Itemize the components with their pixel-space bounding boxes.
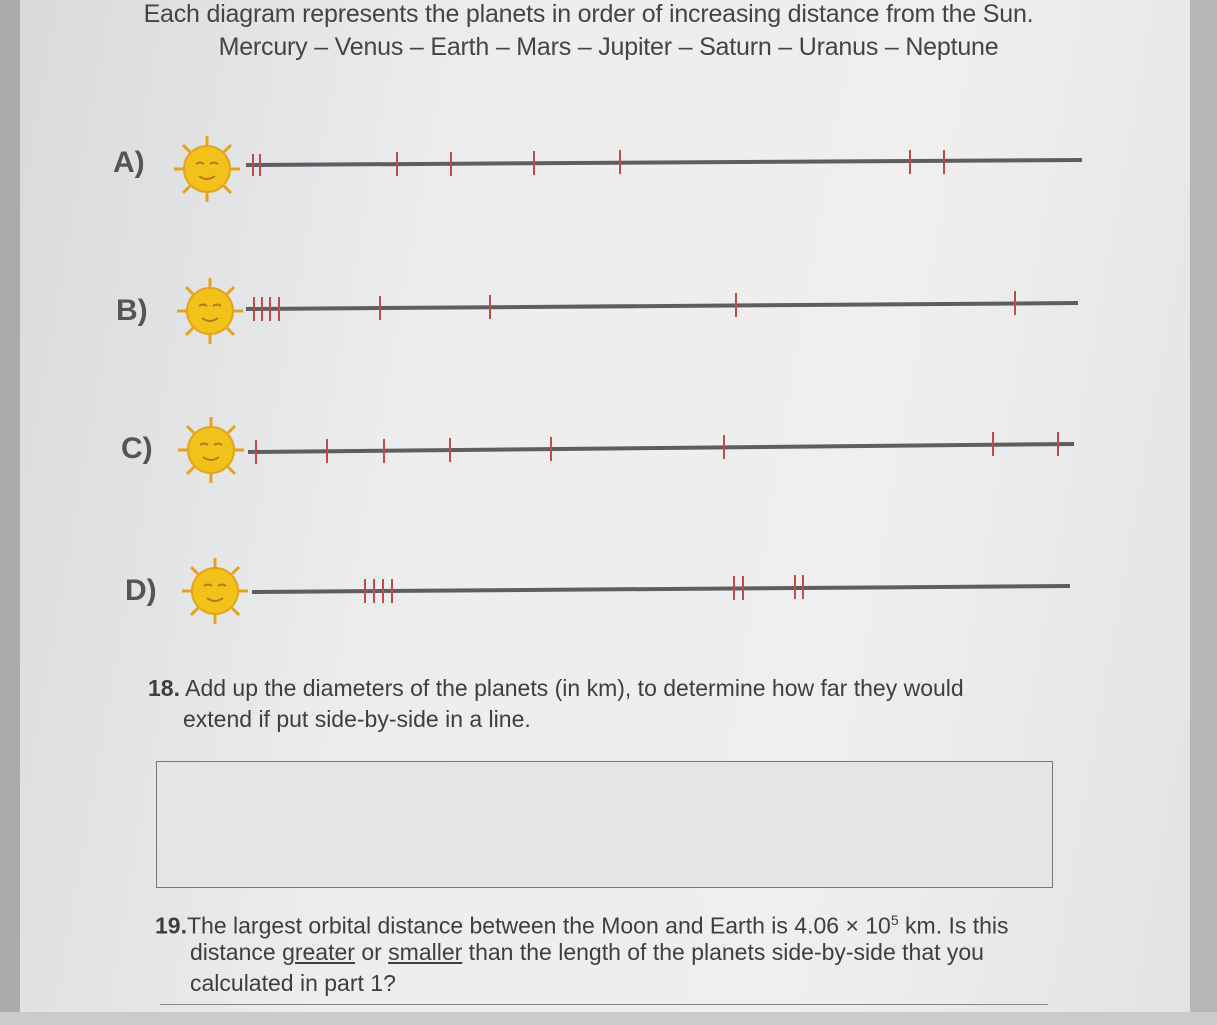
question-19-exponent: 5	[890, 912, 899, 928]
answer-box-19[interactable]	[160, 1004, 1048, 1025]
question-19-number: 19.	[155, 912, 187, 939]
question-19-text-b: km. Is this	[898, 912, 1009, 939]
question-19-line2-c: than the length of the planets side-by-side that you	[462, 939, 984, 965]
planet-order-line: Mercury – Venus – Earth – Mars – Jupiter – Saturn – Uranus – Neptune	[218, 33, 999, 61]
diagram-label-d: D)	[125, 574, 157, 607]
question-18-line1: Add up the diameters of the planets (in km), to determine how far they would	[185, 675, 964, 701]
axis-line-a	[246, 160, 1082, 165]
question-19-text-a: The largest orbital distance between the Moon and Earth is 4.06 × 10	[186, 912, 891, 939]
word-greater: greater	[282, 939, 355, 965]
axis-line-c	[248, 444, 1074, 452]
question-18-number: 18.	[148, 675, 180, 701]
question-19-line3: calculated in part 1?	[190, 970, 396, 996]
diagram-label-b: B)	[116, 294, 148, 327]
diagram-label-c: C)	[121, 432, 153, 465]
question-18	[148, 672, 964, 704]
question-19-line2	[190, 936, 984, 968]
diagram-label-a: A)	[113, 146, 145, 179]
answer-box-18[interactable]	[156, 761, 1053, 888]
question-19-line2-b: or	[354, 939, 389, 965]
question-19-line2-a: distance	[190, 939, 283, 965]
axis-line-b	[246, 303, 1078, 309]
word-smaller: smaller	[388, 939, 463, 965]
instruction-line-1: Each diagram represents the planets in order of increasing distance from the Sun.	[143, 0, 1034, 28]
question-18-line2: extend if put side-by-side in a line.	[183, 706, 531, 732]
